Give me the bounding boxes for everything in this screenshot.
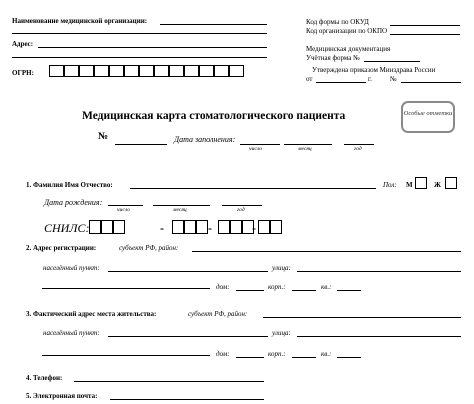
email-label: 5. Электронная почта: [26,392,98,400]
org-name-field-2[interactable] [12,33,267,34]
snils-digit-box[interactable] [89,220,101,234]
form-number-field[interactable] [364,61,420,62]
reg-city-label: населённый пункт: [43,264,100,272]
live-building-field[interactable] [292,357,316,358]
doc-label: Медицинская документация [306,45,391,53]
approved-number-field[interactable] [401,82,461,83]
badge-text: Особые отметки [403,110,453,117]
birth-month-caption: месяц [173,207,187,213]
snils-digit-box[interactable] [218,220,230,234]
snils-digit-box[interactable] [172,220,184,234]
email-field[interactable] [110,399,264,400]
fill-month-caption: месяц [298,146,312,152]
card-number-field[interactable] [115,144,167,145]
live-extra-field[interactable] [42,355,210,356]
ogrn-digit-box[interactable] [214,65,229,77]
okud-label: Код формы по ОКУД [306,18,369,26]
birth-year-caption: год [237,207,245,213]
ogrn-digit-box[interactable] [124,65,139,77]
live-city-label: населённый пункт: [43,329,100,337]
live-house-field[interactable] [236,357,264,358]
fill-month-field[interactable] [284,144,332,145]
page-title: Медицинская карта стоматологического пациента [82,110,346,122]
reg-apt-label: кв.: [321,283,332,291]
sex-male-checkbox[interactable] [415,177,427,189]
snils-digit-box[interactable] [230,220,242,234]
ogrn-digit-box[interactable] [64,65,79,77]
sex-female-checkbox[interactable] [445,177,457,189]
sex-female-label: Ж [434,181,441,189]
reg-city-field[interactable] [108,271,268,272]
fill-date-label: Дата заполнения: [174,135,236,144]
reg-street-label: улица: [272,264,291,272]
address-field[interactable] [38,47,267,48]
fill-day-caption: число [249,146,263,152]
birth-month-field[interactable] [153,205,210,206]
number-sign-small: № [390,75,397,83]
snils-dash-3: - [252,221,256,235]
live-street-field[interactable] [297,336,461,337]
ogrn-digit-box[interactable] [199,65,214,77]
sex-male-label: М [406,181,413,189]
live-apt-label: кв.: [321,350,332,358]
live-address-label: 3. Фактический адрес места жительства: [26,310,157,318]
reg-region-label: субъект РФ, район: [119,244,179,252]
full-name-field[interactable] [130,188,376,189]
card-number-sign: № [98,131,109,142]
live-region-field[interactable] [263,317,461,318]
approved-label: Утверждена приказом Минздрава России [312,66,436,74]
ogrn-digit-box[interactable] [229,65,244,77]
snils-digit-box[interactable] [101,220,113,234]
year-suffix: г. [368,75,372,83]
phone-label: 4. Телефон: [26,374,63,382]
reg-street-field[interactable] [297,271,461,272]
snils-dash-2: - [208,221,212,235]
ogrn-digit-box[interactable] [139,65,154,77]
ogrn-digit-box[interactable] [154,65,169,77]
okpo-field[interactable] [390,34,460,35]
sex-label: Пол: [383,181,397,189]
ogrn-label: ОГРН: [12,69,34,77]
birth-year-field[interactable] [222,205,262,206]
birth-date-label: Дата рождения: [44,198,103,207]
snils-digit-box[interactable] [184,220,196,234]
reg-extra-field[interactable] [42,288,210,289]
address-label: Адрес: [12,40,34,48]
ogrn-digit-box[interactable] [169,65,184,77]
ogrn-digit-box[interactable] [94,65,109,77]
fill-year-field[interactable] [344,144,374,145]
org-name-label: Наименование медицинской организации: [12,17,148,25]
reg-house-field[interactable] [236,290,264,291]
reg-building-label: корп.: [268,283,286,291]
live-street-label: улица: [272,329,291,337]
live-apt-field[interactable] [337,357,361,358]
snils-digit-box[interactable] [113,220,125,234]
live-building-label: корп.: [268,350,286,358]
reg-region-field[interactable] [192,251,461,252]
live-house-label: дом: [216,350,230,358]
ogrn-digit-box[interactable] [184,65,199,77]
full-name-label: 1. Фамилия Имя Отчество: [26,181,113,189]
org-name-field[interactable] [160,24,267,25]
live-city-field[interactable] [108,336,268,337]
ogrn-digit-box[interactable] [109,65,124,77]
birth-day-field[interactable] [108,205,143,206]
birth-day-caption: число [117,207,131,213]
snils-dash-1: - [160,221,164,235]
reg-address-label: 2. Адрес регистрации: [26,244,97,252]
reg-building-field[interactable] [292,290,316,291]
reg-apt-field[interactable] [337,290,361,291]
snils-digit-box[interactable] [196,220,208,234]
snils-digit-box[interactable] [270,220,282,234]
live-region-label: субъект РФ, район: [188,310,248,318]
approved-date-field[interactable] [316,82,366,83]
fill-year-caption: год [354,146,362,152]
okud-field[interactable] [390,25,460,26]
snils-digit-box[interactable] [258,220,270,234]
phone-field[interactable] [74,381,264,382]
ogrn-digit-box[interactable] [49,65,64,77]
fill-day-field[interactable] [240,144,280,145]
snils-label: СНИЛС: [44,221,90,235]
ogrn-digit-box[interactable] [79,65,94,77]
address-field-2[interactable] [12,57,267,58]
reg-house-label: дом: [216,283,230,291]
from-label: от [306,75,313,83]
special-notes-badge[interactable] [401,101,455,133]
okpo-label: Код организации по ОКПО [306,27,388,35]
form-label: Учётная форма № [306,54,360,62]
